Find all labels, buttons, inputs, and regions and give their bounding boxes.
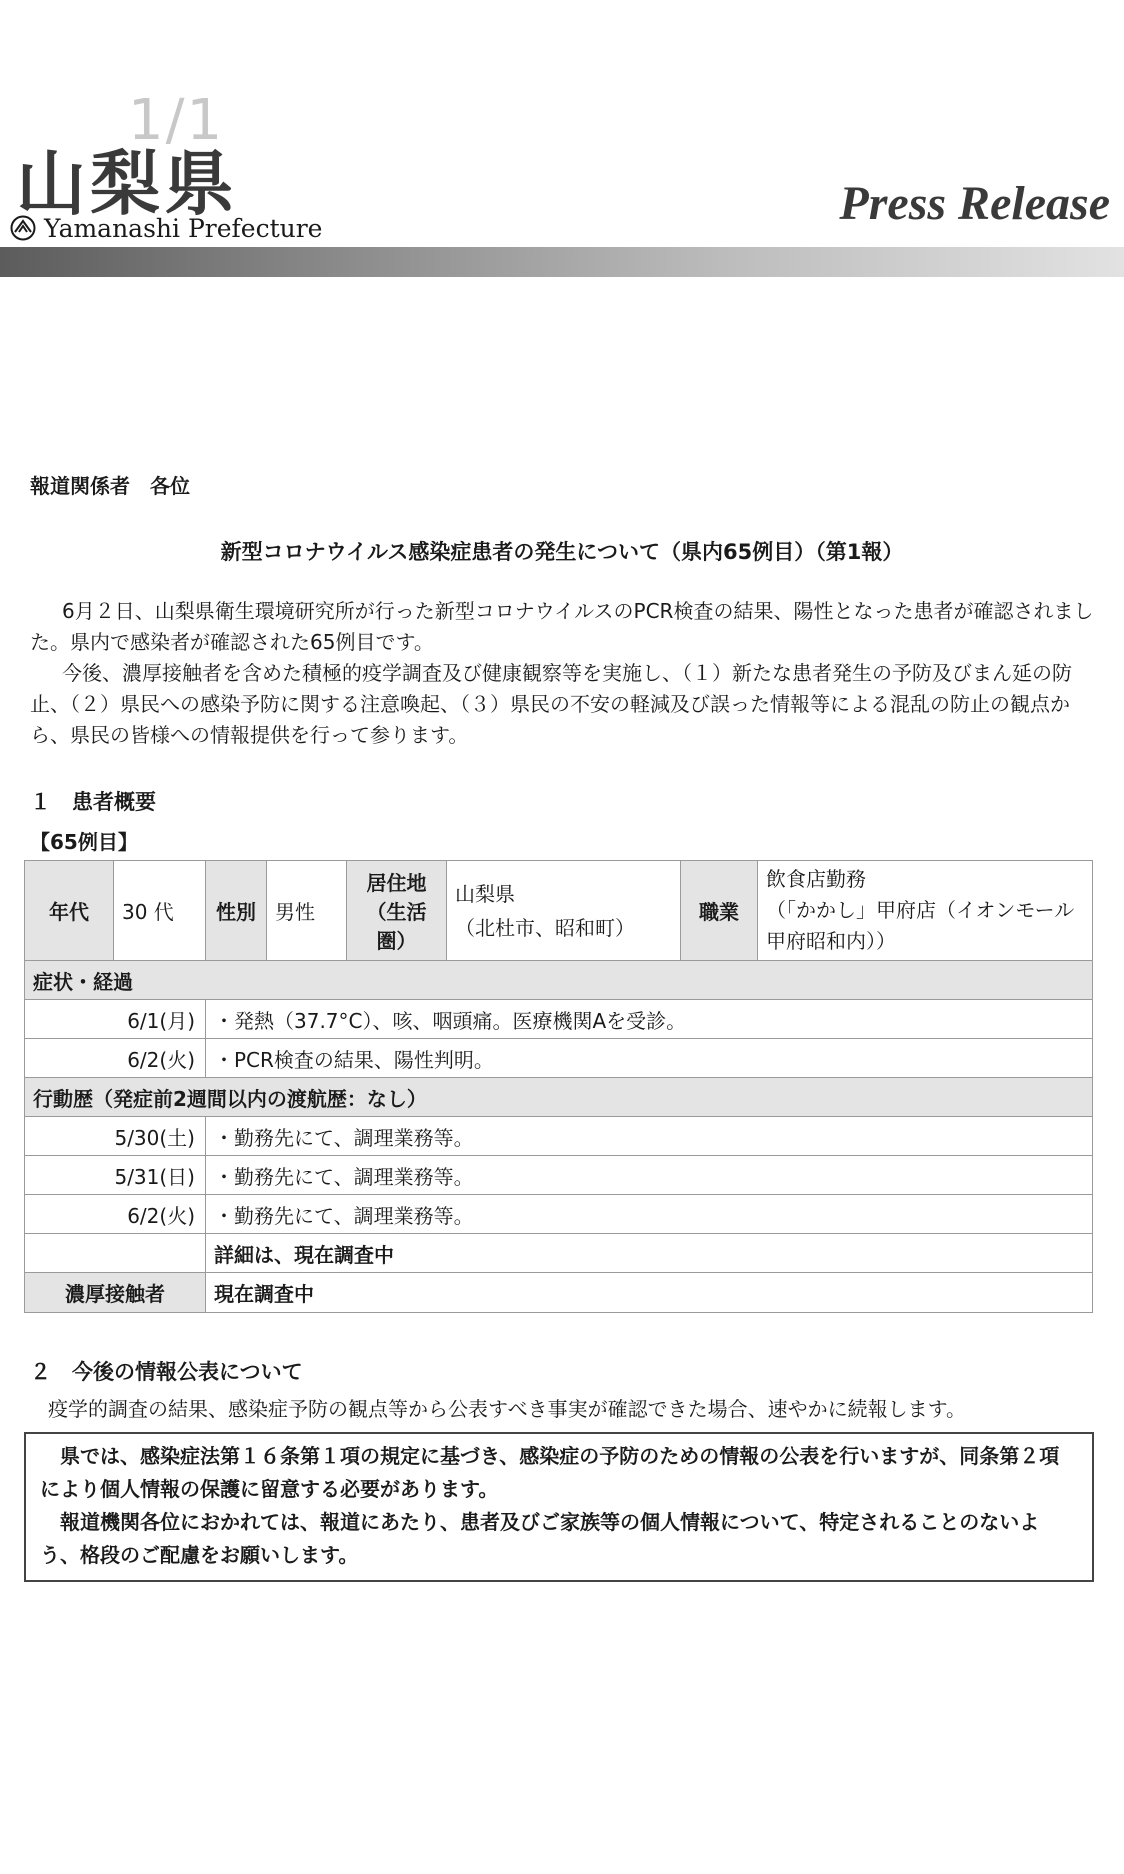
sex-value: 男性 [267,861,347,961]
residence-label-line-1: 居住地 [366,871,427,895]
sex-label: 性別 [206,861,267,961]
case-label: 【65例目】 [30,830,138,854]
symptom-date: 6/2(火) [25,1039,206,1078]
section-1-heading: １ 患者概要 [30,790,156,814]
residence-value-line-1: 山梨県 [455,881,515,906]
symptoms-heading: 症状・経過 [25,961,1093,1000]
activity-text: ・勤務先にて、調理業務等。 [206,1195,1093,1234]
activity-heading-row [25,1078,1093,1117]
residence-label-line-2: （生活圏） [366,900,427,953]
details-note-empty-cell [25,1234,206,1273]
symptoms-heading-row [25,961,1093,1000]
details-note-row [25,1234,1093,1273]
prefecture-logo-kanji: 山梨県 [16,142,238,225]
activity-text: ・勤務先にて、調理業務等。 [206,1156,1093,1195]
residence-value-line-2: （北杜市、昭和町） [455,915,635,940]
addressee: 報道関係者 各位 [30,474,190,498]
activity-row [25,1117,1093,1156]
activity-date: 6/2(火) [25,1195,206,1234]
privacy-notice-box [24,1432,1094,1582]
press-release-title: Press Release [839,177,1110,230]
intro-paragraph-1: 6月２日、山梨県衛生環境研究所が行った新型コロナウイルスのPCR検査の結果、陽性となった患者が確認されました。県内で感染者が確認された65例目です。 [30,599,1094,654]
activity-date: 5/31(日) [25,1156,206,1195]
symptom-text: ・発熱（37.7°C）、咳、咽頭痛。医療機関Aを受診。 [206,1000,1093,1039]
symptom-row [25,1000,1093,1039]
prefecture-logo-english: Yamanashi Prefecture [44,213,323,243]
section-2-heading: ２ 今後の情報公表について [30,1360,303,1384]
activity-date: 5/30(土) [25,1117,206,1156]
activity-row [25,1195,1093,1234]
occupation-value-line-2: （「かかし」甲府店（イオンモール甲府昭和内）） [766,898,1075,953]
activity-text: ・勤務先にて、調理業務等。 [206,1117,1093,1156]
occupation-value-line-1: 飲食店勤務 [766,867,866,891]
symptom-row [25,1039,1093,1078]
contacts-row [25,1273,1093,1313]
prefecture-emblem-icon [10,215,36,241]
details-note: 詳細は、現在調査中 [206,1234,1093,1273]
page-counter: 1/1 [128,88,225,153]
section-2-body: 疫学的調査の結果、感染症予防の観点等から公表すべき事実が確認できた場合、速やかに続報します。 [48,1397,966,1421]
privacy-notice-paragraph-1: 県では、感染症法第１６条第１項の規定に基づき、感染症の予防のための情報の公表を行いますが、同条第２項により個人情報の保護に留意する必要があります。 [40,1444,1060,1501]
occupation-label: 職業 [681,861,758,961]
residence-value [447,861,681,961]
contacts-label: 濃厚接触者 [25,1273,206,1313]
patient-overview-table [24,860,1093,1313]
intro-paragraph-2: 今後、濃厚接触者を含めた積極的疫学調査及び健康観察等を実施し、（１）新たな患者発生の予防及びまん延の防止、（２）県民への感染予防に関する注意喚起、（３）県民の不安の軽減及び誤った情報等による混乱の防止の観点から、県民の皆様への情報提供を行って参ります。 [30,661,1072,747]
age-label: 年代 [25,861,114,961]
symptom-date: 6/1(月) [25,1000,206,1039]
document-title: 新型コロナウイルス感染症患者の発生について（県内65例目）（第1報） [220,540,904,564]
activity-row [25,1156,1093,1195]
age-value: 30 代 [114,861,206,961]
occupation-value [758,861,1093,961]
residence-label [347,861,447,961]
symptom-text: ・PCR検査の結果、陽性判明。 [206,1039,1093,1078]
privacy-notice-paragraph-2: 報道機関各位におかれては、報道にあたり、患者及びご家族等の個人情報について、特定されることのないよう、格段のご配慮をお願いします。 [40,1510,1040,1567]
header-gradient-bar [0,247,1124,277]
contacts-value: 現在調査中 [206,1273,1093,1313]
prefecture-logo-row [10,213,322,243]
patient-info-row [25,861,1093,961]
activity-heading: 行動歴（発症前2週間以内の渡航歴：なし） [25,1078,1093,1117]
